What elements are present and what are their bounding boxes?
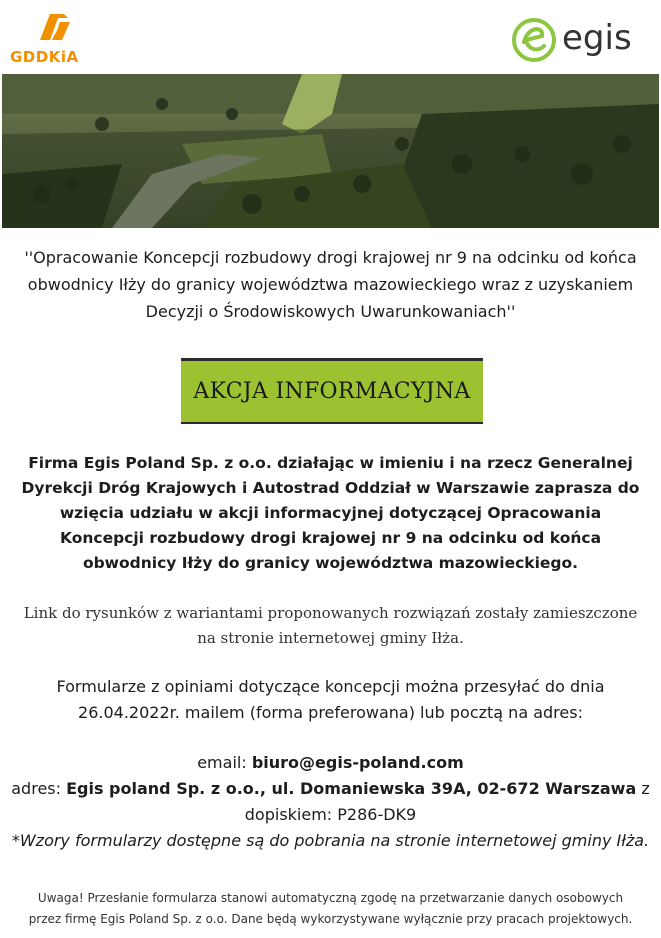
gddkia-road-logo-icon <box>36 10 72 44</box>
egis-logo <box>510 16 640 64</box>
disclaimer-line: Uwaga! Przesłanie formularza stanowi automatyczną zgodę na przetwarzanie danych osobowych <box>37 891 624 905</box>
forms-note-line: 26.04.2022r. mailem (forma preferowana) lub pocztą na adres: <box>78 703 583 722</box>
forms-note-line: Formularze z opiniami dotyczące koncepcji można przesyłać do dnia <box>56 677 605 696</box>
project-title <box>0 244 661 325</box>
project-title-line: obwodnicy Iłży do granicy województwa mazowieckiego wraz z uzyskaniem <box>27 275 634 294</box>
intro-line: Koncepcji rozbudowy drogi krajowej nr 9 na odcinku od końca <box>59 529 602 547</box>
privacy-disclaimer <box>0 888 661 930</box>
project-title-line: Decyzji o Środowiskowych Uwarunkowaniach'' <box>145 302 516 321</box>
gddkia-logo-text: GDDKiA <box>10 48 79 66</box>
gddkia-logo <box>10 10 100 66</box>
egis-logo-text: egis <box>562 18 632 58</box>
action-banner <box>181 358 483 424</box>
address-value: Egis poland Sp. z o.o., ul. Domaniewska 39A, 02-672 Warszawa <box>66 779 637 798</box>
intro-paragraph <box>0 451 661 576</box>
forms-deadline-note <box>0 674 661 726</box>
intro-line: Firma Egis Poland Sp. z o.o. działając w imieniu i na rzecz Generalnej <box>28 454 633 472</box>
egis-e-circle-logo-icon <box>510 16 558 64</box>
email-address-link[interactable]: biuro@egis-poland.com <box>251 753 464 772</box>
page-header <box>0 0 661 74</box>
address-line <box>0 776 661 802</box>
hero-image <box>2 74 659 228</box>
email-line <box>0 750 661 776</box>
forms-available-note: *Wzory formularzy dostępne są do pobrania na stronie internetowej gminy Iłża. <box>11 831 650 850</box>
link-note-line: na stronie internetowej gminy Iłża. <box>197 629 464 647</box>
disclaimer-line: przez firmę Egis Poland Sp. z o.o. Dane będą wykorzystywane wyłącznie przy pracach projektowych. <box>28 912 633 926</box>
address-label: adres: <box>11 779 67 798</box>
drawings-link-note <box>0 601 661 651</box>
intro-line: obwodnicy Iłży do granicy województwa mazowieckiego. <box>82 554 579 572</box>
project-title-line: ''Opracowanie Koncepcji rozbudowy drogi krajowej nr 9 na odcinku od końca <box>24 248 637 267</box>
intro-line: Dyrekcji Dróg Krajowych i Autostrad Oddział w Warszawie zaprasza do <box>21 479 640 497</box>
contact-block <box>0 750 661 854</box>
address-suffix: z <box>636 779 650 798</box>
link-note-line: Link do rysunków z wariantami proponowanych rozwiązań zostały zamieszczone <box>23 604 638 622</box>
action-banner-label: AKCJA INFORMACYJNA <box>193 379 471 404</box>
email-label: email: <box>197 753 252 772</box>
postscript-line: dopiskiem: P286-DK9 <box>244 805 417 824</box>
intro-line: wzięcia udziału w akcji informacyjnej dotyczącej Opracowania <box>59 504 602 522</box>
mountain-forest-road-image <box>2 74 659 228</box>
